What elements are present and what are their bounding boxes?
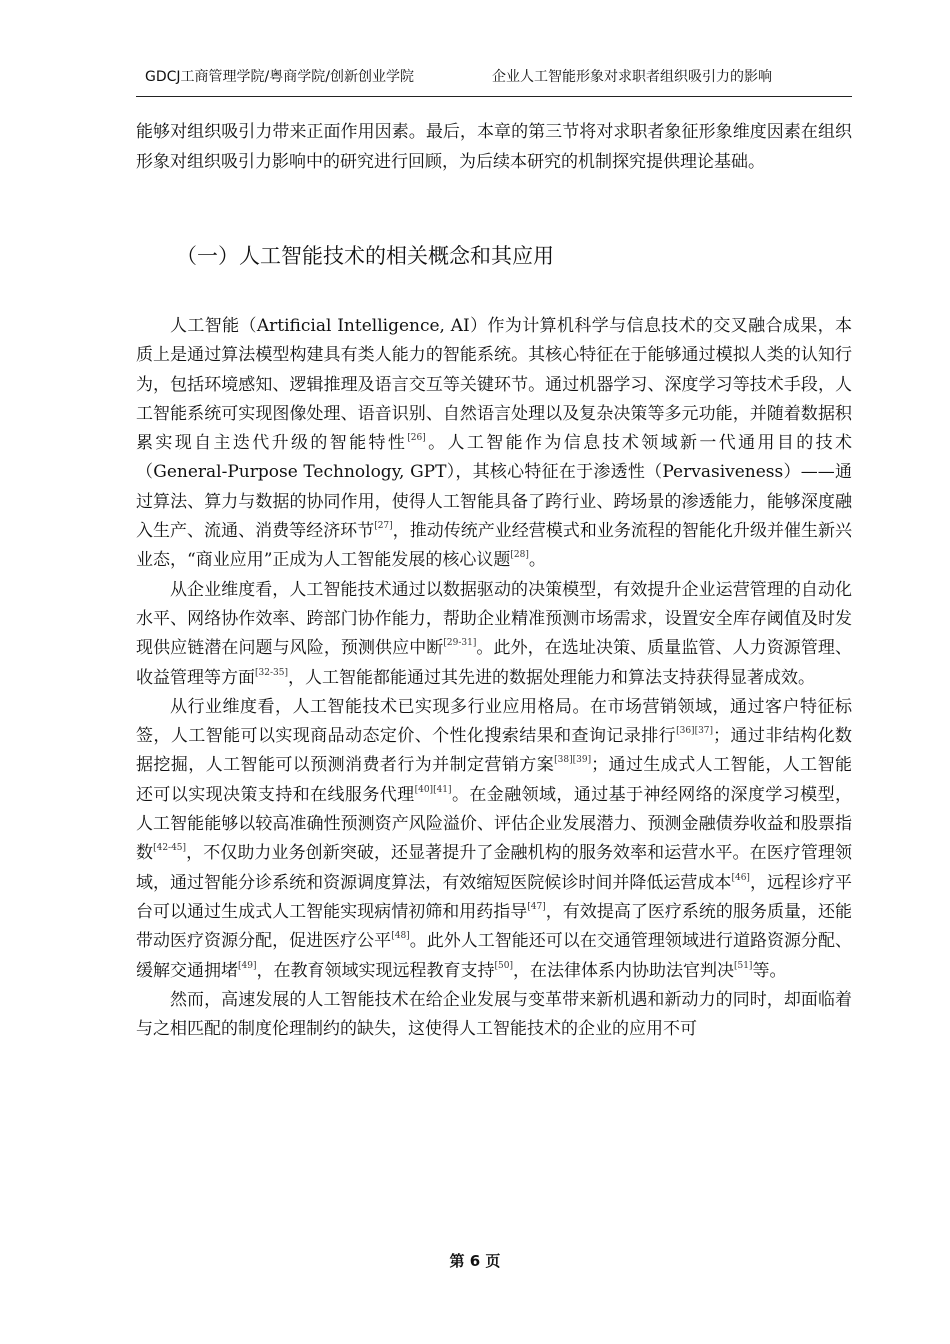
text-run: ，在法律体系内协助法官判决 xyxy=(512,960,734,981)
text-run: ，人工智能都能通过其先进的数据处理能力和算法支持获得显著成效。 xyxy=(287,667,815,688)
header-rule xyxy=(136,96,852,97)
text-run: 。人工智能作为信息技术领域新一代通用目的技术（General-Purpose Technology, GPT），其核心特征在于渗透性（Pervasiveness）——通过算法、算力与数据的协同作用，使得人工智能具备了跨行业、跨场景的渗透能力，能够深度融入生产、流通、消费等经济环节 xyxy=(136,433,853,542)
text-run: 等。 xyxy=(752,960,787,981)
citation: [48] xyxy=(391,931,410,942)
citation: [29-31] xyxy=(443,638,477,649)
text-run: ；通过非结构化数据挖掘，人工智能可以预测消费者行为并制定营销方案 xyxy=(136,726,853,776)
paragraph-industry-dimension xyxy=(136,693,852,986)
citation: [40][41] xyxy=(414,784,452,795)
text-run: 人工智能（Artificial Intelligence, AI）作为计算机科学与信息技术的交叉融合成果，本质上是通过算法模型构建具有类人能力的智能系统。其核心特征在于能够通过模拟人类的认知行为，包括环境感知、逻辑推理及语言交互等关键环节。通过机器学习、深度学习等技术手段，人工智能系统可实现图像处理、语音识别、自然语言处理以及复杂决策等多元功能，并随着数据积累实现自主迭代升级的智能特性 xyxy=(136,316,852,454)
citation: [36][37] xyxy=(676,726,714,737)
paragraph-ai-definition xyxy=(136,312,852,576)
citation: [26] xyxy=(407,433,426,444)
header-right-text: 企业人工智能形象对求职者组织吸引力的影响 xyxy=(492,69,772,85)
citation: [46] xyxy=(731,872,750,883)
paragraph-however: 然而，高速发展的人工智能技术在给企业发展与变革带来新机遇和新动力的同时，却面临着与之相匹配的制度伦理制约的缺失，这使得人工智能技术的企业的应用不可 xyxy=(136,989,852,1040)
text-run: ，推动传统产业经营模式和业务流程的智能化升级并催生新兴业态，“商业应用”正成为人工智能发展的核心议题 xyxy=(136,521,853,571)
paragraph-enterprise-dimension xyxy=(136,576,852,693)
text-run: 。此外人工智能还可以在交通管理领域进行道路资源分配、缓解交通拥堵 xyxy=(136,931,853,981)
page-number: 第 6 页 xyxy=(449,1252,501,1270)
text-run: ；通过生成式人工智能，人工智能还可以实现决策支持和在线服务代理 xyxy=(136,755,853,805)
text-run: 从企业维度看，人工智能技术通过以数据驱动的决策模型，有效提升企业运营管理的自动化水平、网络协作效率、跨部门协作能力，帮助企业精准预测市场需求，设置安全库存阈值及时发现供应链潜在问题与风险，预测供应中断 xyxy=(136,579,852,659)
text-run: 从行业维度看，人工智能技术已实现多行业应用格局。在市场营销领域，通过客户特征标签，人工智能可以实现商品动态定价、个性化搜索结果和查询记录排行 xyxy=(136,696,852,747)
citation: [47] xyxy=(527,901,546,912)
intro-paragraph: 能够对组织吸引力带来正面作用因素。最后，本章的第三节将对求职者象征形象维度因素在组织形象对组织吸引力影响中的研究进行回顾，为后续本研究的机制探究提供理论基础。 xyxy=(136,122,852,172)
text-run: ，有效提高了医疗系统的服务质量，还能带动医疗资源分配，促进医疗公平 xyxy=(136,901,853,952)
citation: [28] xyxy=(510,550,529,561)
citation: [51] xyxy=(733,960,753,971)
text-run: 。此外，在选址决策、质量监管、人力资源管理、收益管理等方面 xyxy=(136,638,853,688)
header-left-text: GDCJ工商管理学院/粤商学院/创新创业学院 xyxy=(145,69,414,85)
citation: [32-35] xyxy=(255,667,288,678)
text-run: ，不仅助力业务创新突破，还显著提升了金融机构的服务效率和运营水平。在医疗管理领域，通过智能分诊系统和资源调度算法，有效缩短医院候诊时间并降低运营成本 xyxy=(136,843,853,893)
citation: [38][39] xyxy=(554,755,592,766)
text-run: 。在金融领域，通过基于神经网络的深度学习模型，人工智能能够以较高准确性预测资产风险溢价、评估企业发展潜力、预测金融债券收益和股票指数 xyxy=(136,784,853,864)
citation: [49] xyxy=(238,960,257,971)
text-run: ，在教育领域实现远程教育支持 xyxy=(256,960,495,981)
text-run: 。 xyxy=(528,550,546,571)
intro-block xyxy=(136,118,852,177)
main-text-block xyxy=(136,312,852,1044)
citation: [27] xyxy=(374,521,393,532)
citation: [50] xyxy=(494,960,513,971)
section-heading: （一）人工智能技术的相关概念和其应用 xyxy=(176,244,554,268)
citation: [42-45] xyxy=(153,843,187,854)
text-run: ，远程诊疗平台可以通过生成式人工智能实现病情初筛和用药指导 xyxy=(136,872,853,922)
